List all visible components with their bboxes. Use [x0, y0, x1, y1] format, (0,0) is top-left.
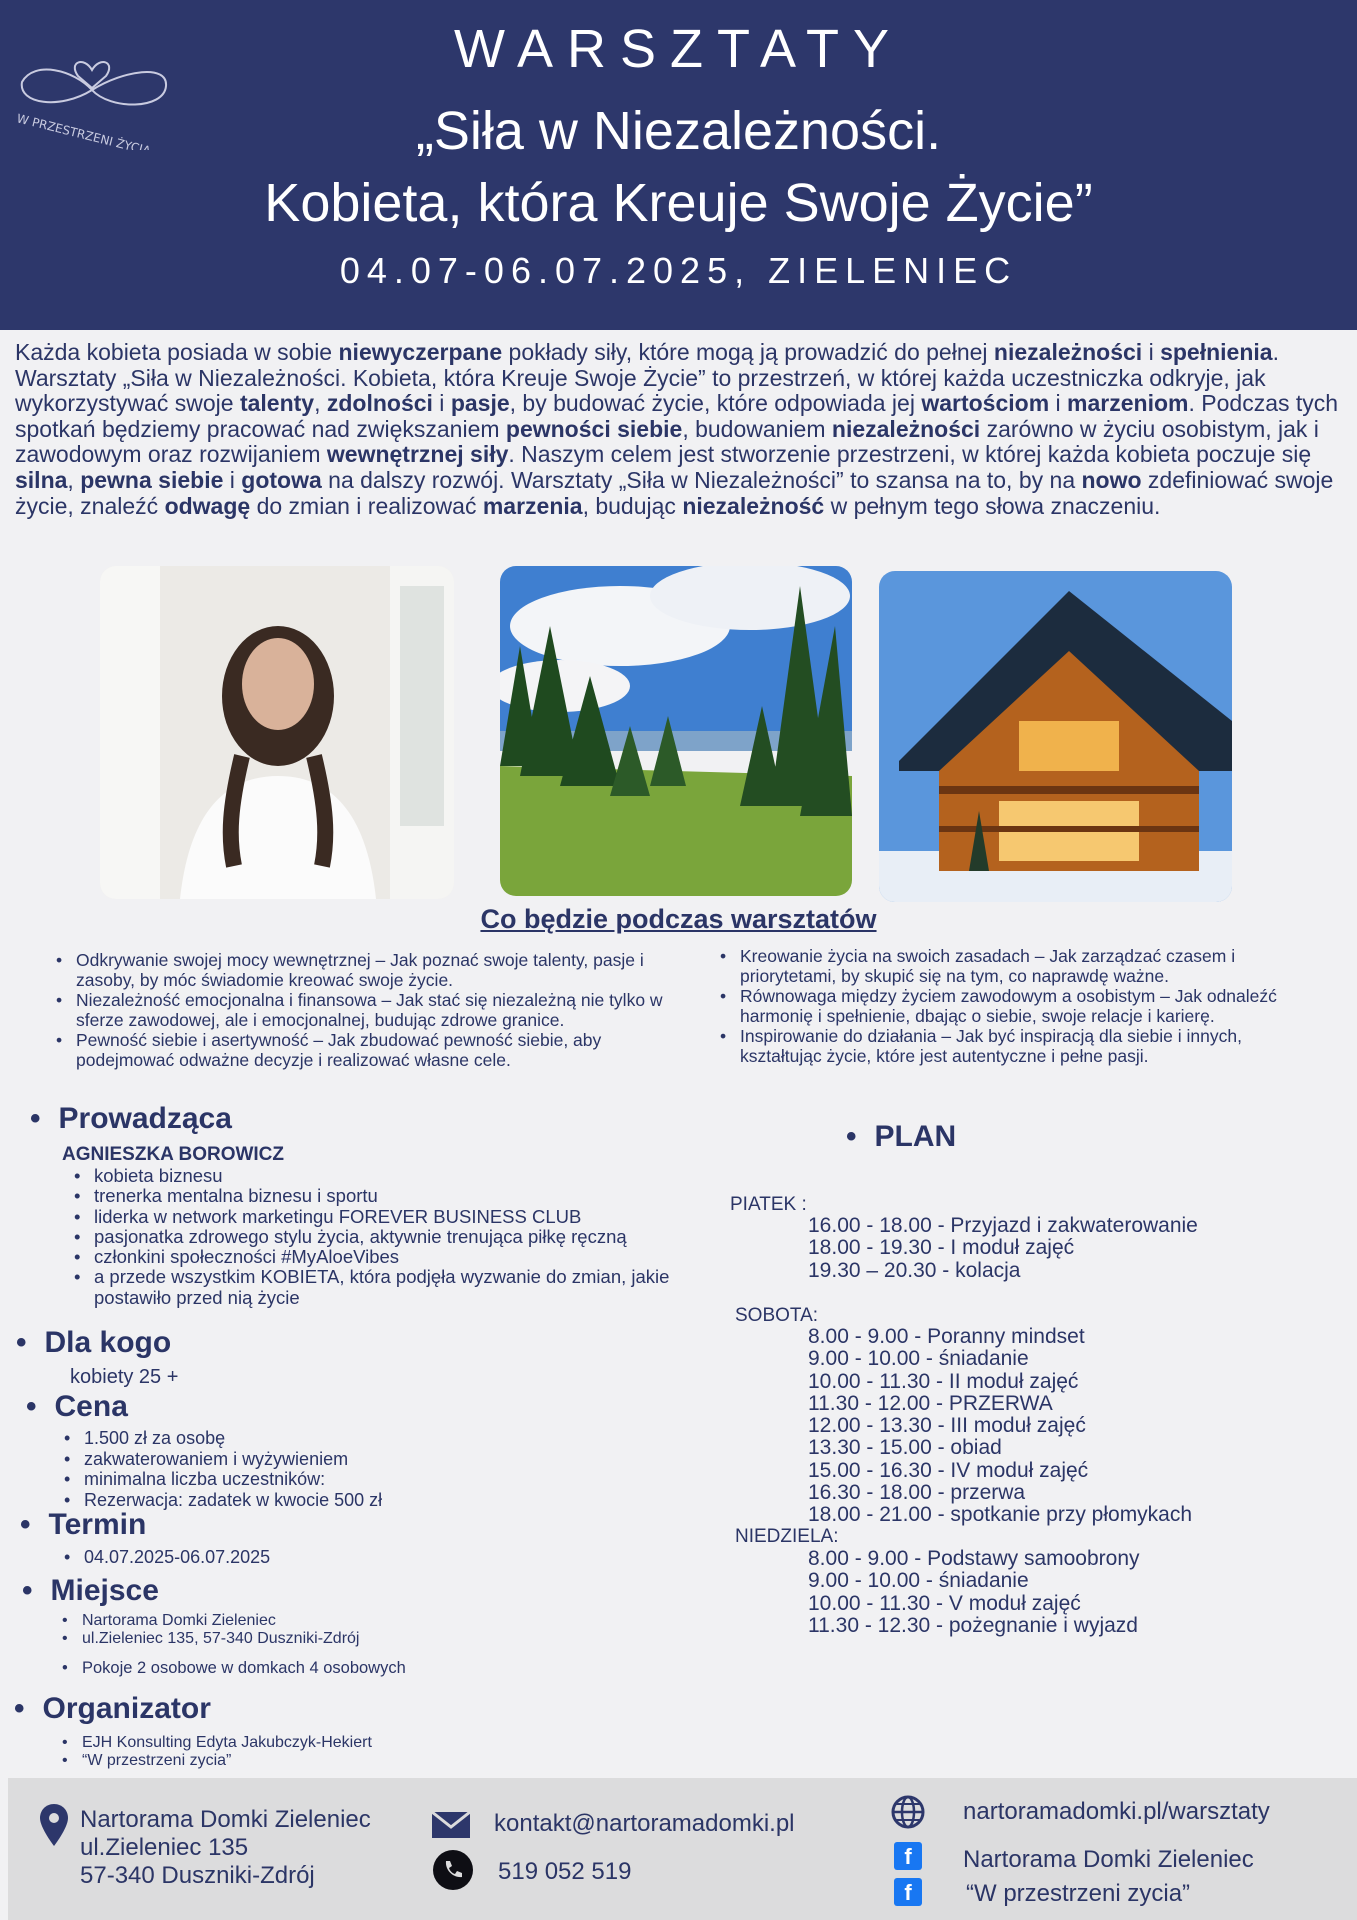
- footer: [8, 1778, 1357, 1920]
- footer-facebook-1[interactable]: Nartorama Domki Zieleniec: [963, 1846, 1254, 1873]
- forest-photo: [500, 566, 852, 896]
- intro-text: pokłady siły, które mogą ją prowadzić do pełnej: [502, 339, 994, 365]
- plan-item: 19.30 – 20.30 - kolacja: [808, 1258, 1021, 1282]
- plan-item: 16.30 - 18.00 - przerwa: [808, 1481, 1026, 1505]
- activities-right-list: [716, 946, 1326, 1066]
- phone-icon: [433, 1850, 473, 1894]
- header-date-place: 04.07-06.07.2025, ZIELENIEC: [339, 250, 1018, 291]
- term-heading: • Termin: [20, 1508, 146, 1542]
- place-rooms-list: [58, 1659, 558, 1677]
- plan-item: 8.00 - 9.00 - Poranny mindset: [808, 1325, 1085, 1348]
- list-item: • 1.500 zł za osobę: [60, 1428, 560, 1449]
- intro-emphasis: spełnienia: [1160, 339, 1273, 365]
- intro-paragraph: [15, 340, 1345, 519]
- header-title-line1: „Siła w Niezależności.: [415, 101, 942, 161]
- plan-item: 13.30 - 15.00 - obiad: [808, 1436, 1002, 1460]
- list-item: • pasjonatka zdrowego stylu życia, aktywnie trenująca piłkę ręczną: [70, 1227, 690, 1247]
- intro-emphasis: odwagę: [164, 492, 251, 519]
- intro-text: i: [432, 390, 451, 417]
- intro-emphasis: niezależności: [831, 415, 981, 442]
- plan-day-saturday: SOBOTA:: [735, 1305, 819, 1326]
- activities-title: Co będzie podczas warsztatów: [480, 904, 877, 934]
- plan-item: 9.00 - 10.00 - śniadanie: [808, 1347, 1029, 1371]
- price-items-list: [60, 1428, 560, 1510]
- plan-day-sunday: NIEDZIELA:: [735, 1526, 839, 1547]
- globe-icon: [890, 1794, 926, 1834]
- plan-item: 18.00 - 21.00 - spotkanie przy płomykach: [808, 1503, 1193, 1527]
- place-items-list: [58, 1612, 478, 1648]
- list-item: • Rezerwacja: zadatek w kwocie 500 zł: [60, 1490, 560, 1511]
- plan-item: 10.00 - 11.30 - V moduł zajęć: [808, 1591, 1081, 1615]
- for-whom-text: kobiety 25 +: [70, 1366, 179, 1388]
- intro-emphasis: wewnętrznej siły: [326, 441, 509, 468]
- list-item: • Odkrywanie swojej mocy wewnętrznej – Jak poznać swoje talenty, pasje i zasoby, by móc świadomie kreować swoje życie.: [52, 950, 682, 990]
- intro-text: do zmian i realizować: [250, 492, 483, 519]
- footer-address: [80, 1806, 371, 1890]
- term-items-list: [60, 1547, 460, 1567]
- list-item: • EJH Konsulting Edyta Jakubczyk-Hekiert: [58, 1734, 518, 1752]
- facebook-icon: f: [894, 1878, 922, 1906]
- plan-item: 12.00 - 13.30 - III moduł zajęć: [808, 1414, 1086, 1438]
- list-item: • Pewność siebie i asertywność – Jak zbudować pewność siebie, aby podejmować odważne decyzje i realizować własne cele.: [52, 1030, 682, 1070]
- intro-text: Każda kobieta posiada w sobie: [15, 339, 339, 365]
- list-item: • zakwaterowaniem i wyżywieniem: [60, 1449, 560, 1470]
- plan-saturday-items: [808, 1326, 1192, 1527]
- plan-heading: • PLAN: [846, 1120, 956, 1154]
- list-item: • a przede wszystkim KOBIETA, która podjęła wyzwanie do zmian, jakie postawiło przed nią życie: [70, 1267, 690, 1308]
- intro-text: , budowaniem: [682, 415, 832, 442]
- address-line2: ul.Zieleniec 135: [80, 1834, 249, 1861]
- footer-email[interactable]: kontakt@nartoramadomki.pl: [494, 1810, 795, 1837]
- plan-item: 10.00 - 11.30 - II moduł zajęć: [808, 1369, 1079, 1393]
- intro-emphasis: talenty: [239, 390, 315, 417]
- intro-text: ,: [67, 466, 81, 493]
- intro-text: na dalszy rozwój. Warsztaty „Siła w Niezależności” to szansa na to, by na: [321, 466, 1082, 493]
- price-heading: • Cena: [26, 1390, 128, 1424]
- intro-text: , budując: [582, 492, 683, 519]
- intro-text: . Podczas tych spotkań będziemy pracować nad zwiększaniem: [15, 390, 1339, 442]
- footer-facebook-2[interactable]: “W przestrzeni zycia”: [966, 1880, 1191, 1907]
- plan-item: 9.00 - 10.00 - śniadanie: [808, 1569, 1029, 1593]
- intro-emphasis: pewna siebie: [80, 466, 224, 493]
- place-heading: • Miejsce: [22, 1574, 159, 1608]
- host-heading: • Prowadząca: [30, 1102, 232, 1136]
- footer-website[interactable]: nartoramadomki.pl/warsztaty: [963, 1798, 1270, 1825]
- intro-emphasis: pasje: [450, 390, 510, 417]
- list-item: • 04.07.2025-06.07.2025: [60, 1547, 460, 1567]
- header-title-line2: Kobieta, która Kreuje Swoje Życie”: [264, 173, 1093, 233]
- intro-text: . Naszym celem jest stworzenie przestrzeni, w której każda kobieta poczuje się: [508, 441, 1312, 468]
- intro-emphasis: niewyczerpane: [338, 339, 503, 365]
- host-photo: [100, 566, 454, 899]
- list-item: • kobieta biznesu: [70, 1166, 690, 1186]
- list-item: • “W przestrzeni zycia”: [58, 1752, 518, 1770]
- intro-emphasis: gotowa: [241, 466, 322, 493]
- plan-item: 11.30 - 12.00 - PRZERWA: [808, 1391, 1053, 1415]
- list-item: • minimalna liczba uczestników:: [60, 1469, 560, 1490]
- list-item: • Niezależność emocjonalna i finansowa – Jak stać się niezależną nie tylko w sferze zawodowej, ale i emocjonalnej, budując zdrowe granice.: [52, 990, 682, 1030]
- list-item: • Nartorama Domki Zieleniec: [58, 1612, 478, 1630]
- intro-emphasis: pewności siebie: [505, 415, 683, 442]
- plan-sunday-items: [808, 1548, 1140, 1637]
- intro-emphasis: marzeniom: [1067, 390, 1189, 417]
- plan-friday-items: [808, 1215, 1198, 1282]
- mail-icon: [432, 1812, 470, 1842]
- list-item: • ul.Zieleniec 135, 57-340 Duszniki-Zdrój: [58, 1630, 478, 1648]
- svg-text:W PRZESTRZENI ŻYCIA: W PRZESTRZENI ŻYCIA: [15, 111, 153, 150]
- list-item: • Pokoje 2 osobowe w domkach 4 osobowych: [58, 1659, 558, 1677]
- intro-emphasis: niezależność: [682, 492, 825, 519]
- list-item: • Inspirowanie do działania – Jak być inspiracją dla siebie i innych, kształtując życie, które jest autentyczne i pełne pasji.: [716, 1026, 1326, 1066]
- intro-text: i: [1142, 339, 1161, 365]
- header-kicker: WARSZTATY: [454, 19, 903, 79]
- list-item: • Kreowanie życia na swoich zasadach – Jak zarządzać czasem i priorytetami, by skupić się na tym, co naprawdę ważne.: [716, 946, 1326, 986]
- intro-text: w pełnym tego słowa znaczeniu.: [824, 492, 1161, 519]
- host-items-list: [70, 1166, 690, 1308]
- intro-text: zdefiniować swoje życie, znaleźć: [15, 466, 1334, 519]
- header-banner: [0, 0, 1357, 330]
- intro-emphasis: nowo: [1081, 466, 1142, 493]
- organizer-heading: • Organizator: [14, 1692, 211, 1726]
- intro-text: i: [223, 466, 242, 493]
- plan-day-friday: PIATEK :: [730, 1194, 807, 1215]
- list-item: • trenerka mentalna biznesu i sportu: [70, 1186, 690, 1206]
- intro-text: , by budować życie, które odpowiada jej: [509, 390, 922, 417]
- address-line3: 57-340 Duszniki-Zdrój: [80, 1862, 315, 1889]
- list-item: • członkini społeczności #MyAloeVibes: [70, 1247, 690, 1267]
- intro-text: . Warsztaty „Siła w Niezależności. Kobieta, która Kreuje Swoje Życie” to przestrzeń, w której każda uczestniczka odkryje, jak wykorzystywać swoje: [15, 339, 1279, 417]
- plan-item: 15.00 - 16.30 - IV moduł zajęć: [808, 1458, 1089, 1482]
- facebook-icon: f: [894, 1842, 922, 1870]
- organizer-items-list: [58, 1734, 518, 1770]
- location-pin-icon: [40, 1804, 68, 1850]
- host-name: AGNIESZKA BOROWICZ: [62, 1144, 285, 1165]
- list-item: • Równowaga między życiem zawodowym a osobistym – Jak odnaleźć harmonię i spełnienie, dbając o siebie, swoje relacje i karierę.: [716, 986, 1326, 1026]
- plan-item: 16.00 - 18.00 - Przyjazd i zakwaterowanie: [808, 1214, 1198, 1237]
- intro-emphasis: zdolności: [326, 390, 433, 417]
- intro-emphasis: silna: [15, 466, 68, 493]
- intro-emphasis: niezależności: [993, 339, 1143, 365]
- intro-emphasis: wartościom: [921, 390, 1050, 417]
- intro-emphasis: marzenia: [482, 492, 583, 519]
- list-item: • liderka w network marketingu FOREVER BUSINESS CLUB: [70, 1207, 690, 1227]
- intro-text: i: [1049, 390, 1068, 417]
- plan-item: 18.00 - 19.30 - I moduł zajęć: [808, 1236, 1075, 1260]
- plan-item: 11.30 - 12.30 - pożegnanie i wyjazd: [808, 1613, 1138, 1637]
- activities-left-list: [52, 950, 682, 1070]
- cabin-photo: [879, 571, 1232, 902]
- intro-text: ,: [314, 390, 327, 417]
- for-whom-heading: • Dla kogo: [16, 1326, 171, 1360]
- footer-phone[interactable]: 519 052 519: [498, 1858, 632, 1885]
- plan-item: 8.00 - 9.00 - Podstawy samoobrony: [808, 1547, 1140, 1570]
- address-line1: Nartorama Domki Zieleniec: [80, 1806, 371, 1833]
- intro-text: zarówno w życiu osobistym, jak i zawodowym oraz rozwijaniem: [15, 415, 1319, 468]
